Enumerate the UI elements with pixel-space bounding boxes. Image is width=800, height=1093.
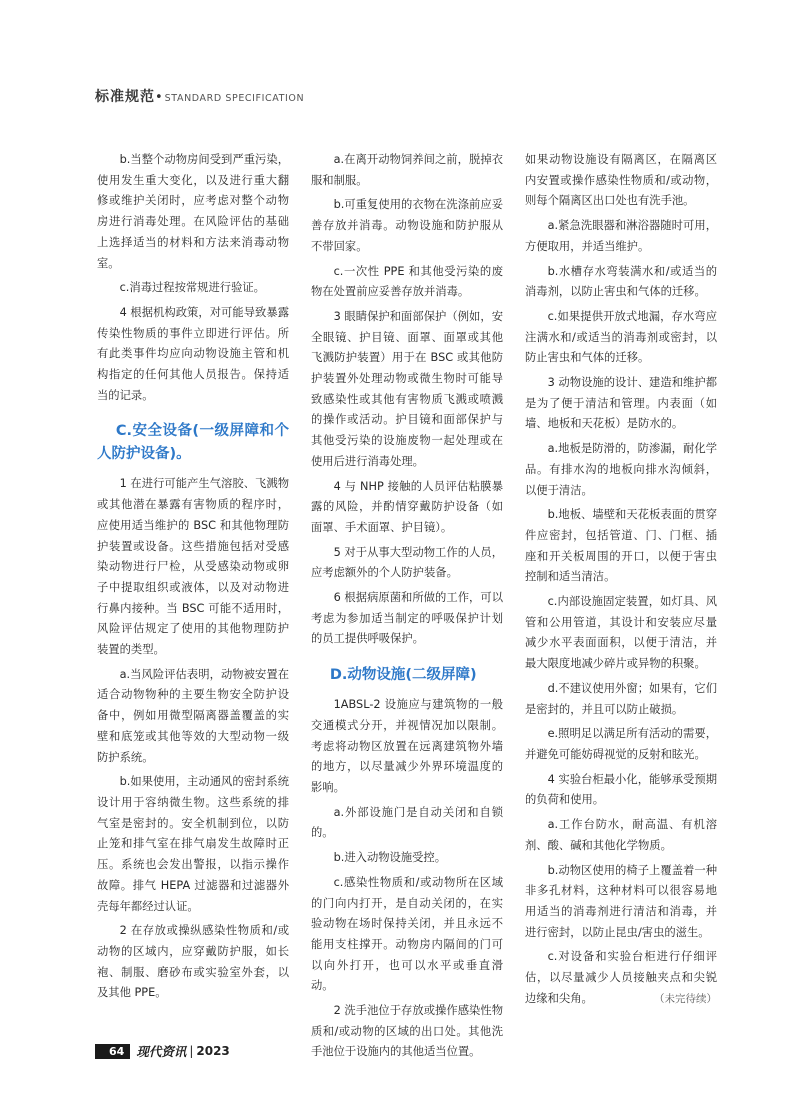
paragraph: a.外部设施门是自动关闭和自锁的。: [311, 805, 503, 840]
to-be-continued-note: （未完待续）: [654, 992, 717, 1005]
paragraph: 1 在进行可能产生气溶胶、飞溅物或其他潜在暴露有害物质的程序时，应使用适当维护的 BSC 和其他物理防护装置或设备。这些措施包括对受感染动物进行尸检，从受感染动物或卵子中提取组织或液体，以及对动物进行鼻内接种。当 BSC 可能不适用时，风险评估规定了使用的其他物理防护装置的类型。: [97, 477, 289, 657]
paragraph: 1ABSL-2 设施应与建筑物的一般交通模式分开，并视情况加以限制。考虑将动物区放置在远离建筑物外墙的地方，以尽量减少外界环境温度的影响。: [311, 698, 503, 794]
paragraph: 4 与 NHP 接触的人员评估粘膜暴露的风险，并酌情穿戴防护设备（如面罩、手术面罩、护目镜）。: [311, 479, 503, 534]
paragraph: b.可重复使用的衣物在洗涤前应妥善存放并消毒。动物设施和防护服从不带回家。: [311, 198, 503, 253]
paragraph: 如果动物设施设有隔离区，在隔离区内安置或操作感染性物质和/或动物，则每个隔离区出口处也有洗手池。: [525, 153, 717, 208]
paragraph: a.地板是防滑的，防渗漏，耐化学品。有排水沟的地板向排水沟倾斜，以便于清洁。: [525, 442, 717, 497]
paragraph: b.如果使用，主动通风的密封系统设计用于容纳微生物。这些系统的排气室是密封的。安全机制到位，以防止笼和排气室在排气扇发生故障时正压。系统也会发出警报，以指示操作故障。排气 HEPA 过滤器和过滤器外壳每年都经过认证。: [97, 775, 289, 913]
paragraph: a.紧急洗眼器和淋浴器随时可用，方便取用，并适当维护。: [525, 219, 717, 253]
header-title-cn: 标准规范: [95, 89, 155, 105]
paragraph: [525, 947, 717, 1009]
paragraph-text: c.对设备和实验台柜进行仔细评估，以尽量减少人员接触夹点和尖锐边缘和尖角。: [525, 950, 717, 1005]
header-dot: •: [155, 90, 163, 105]
section-heading-c: C.安全设备(一级屏障和个人防护设备)。: [97, 423, 289, 463]
paragraph: 5 对于从事大型动物工作的人员，应考虑额外的个人防护装备。: [311, 545, 503, 580]
paragraph: 6 根据病原菌和所做的工作，可以考虑为参加适当制定的呼吸保护计划的员工提供呼吸保护。: [311, 591, 503, 646]
paragraph: 2 洗手池位于存放或操作感染性物质和/或动物的区域的出口处。其他洗手池位于设施内的其他适当位置。: [311, 1004, 503, 1059]
issue-year: 2023: [196, 1044, 230, 1058]
paragraph: a.当风险评估表明，动物被安置在适合动物物种的主要生物安全防护设备中，例如用微型隔离器盖覆盖的实壁和底笼或其他等效的大型动物一级防护系统。: [97, 667, 289, 764]
paragraph: e.照明足以满足所有活动的需要，并避免可能妨碍视觉的反射和眩光。: [525, 727, 717, 761]
page-number: 64: [95, 1044, 130, 1059]
paragraph: b.当整个动物房间受到严重污染，使用发生重大变化，以及进行重大翻修或维护关闭时，应考虑对整个动物房进行消毒处理。在风险评估的基础上选择适当的材料和方法来消毒动物室。: [97, 153, 289, 270]
paragraph: c.感染性物质和/或动物所在区域的门向内打开，是自动关闭的，在实验动物在场时保持关闭，并且永远不能用支柱撑开。动物房内隔间的门可以向外打开，也可以水平或垂直滑动。: [311, 875, 503, 993]
column-1: [97, 150, 289, 1008]
paragraph: a.在离开动物饲养间之前，脱掉衣服和制服。: [311, 153, 503, 187]
column-3: [525, 150, 717, 1013]
paragraph: d.不建议使用外窗；如果有，它们是密封的，并且可以防止破损。: [525, 681, 717, 716]
paragraph: 4 根据机构政策，对可能导致暴露传染性物质的事件立即进行评估。所有此类事件均应向动物设施主管和机构指定的任何其他人员报告。保持适当的记录。: [97, 305, 289, 402]
paragraph: a.工作台防水，耐高温、有机溶剂、酸、碱和其他化学物质。: [525, 818, 717, 852]
paragraph: c.一次性 PPE 和其他受污染的废物在处置前应妥善存放并消毒。: [311, 264, 503, 299]
column-2: [311, 150, 503, 1067]
paragraph: b.动物区使用的椅子上覆盖着一种非多孔材料，这种材料可以很容易地用适当的消毒剂进行清洁和消毒，并进行密封，以防止昆虫/害虫的滋生。: [525, 863, 717, 939]
paragraph: 3 眼睛保护和面部保护（例如，安全眼镜、护目镜、面罩、面罩或其他飞溅防护装置）用于在 BSC 或其他防护装置外处理动物或微生物时可能导致感染性或其他有害物质飞溅或喷溅的操作或活动。护目镜和面部保护与其他受污染的设施废物一起处理或在使用后进行消毒处理。: [311, 309, 503, 468]
paragraph: 4 实验台柜最小化，能够承受预期的负荷和使用。: [525, 772, 717, 807]
paragraph: 3 动物设施的设计、建造和维护都是为了便于清洁和管理。内表面（如墙、地板和天花板）是防水的。: [525, 376, 717, 431]
paragraph: b.水槽存水弯装满水和/或适当的消毒剂，以防止害虫和气体的迁移。: [525, 264, 717, 299]
section-heading-d: D.动物设施(二级屏障): [329, 667, 477, 684]
paragraph: c.如果提供开放式地漏，存水弯应注满水和/或适当的消毒剂或密封，以防止害虫和气体的迁移。: [525, 309, 717, 365]
paragraph: b.地板、墙壁和天花板表面的贯穿件应密封，包括管道、门、门框、插座和开关板周围的开口，以便于害虫控制和适当清洁。: [525, 508, 717, 584]
running-header: [95, 86, 304, 106]
header-title-en: STANDARD SPECIFICATION: [164, 93, 305, 104]
page-footer: [95, 1042, 230, 1060]
magazine-name: 现代资讯: [136, 1044, 187, 1059]
footer-separator: |: [189, 1044, 194, 1058]
paragraph: 2 在存放或操纵感染性物质和/或动物的区域内，应穿戴防护服，如长袍、制服、磨砂布或实验室外套，以及其他 PPE。: [97, 924, 289, 1000]
paragraph: c.消毒过程按常规进行验证。: [119, 281, 265, 295]
paragraph: b.进入动物设施受控。: [333, 851, 447, 865]
paragraph: c.内部设施固定装置，如灯具、风管和公用管道，其设计和安装应尽量减少水平表面面积，以便于清洁，并最大限度地减少碎片或异物的积聚。: [525, 595, 717, 671]
